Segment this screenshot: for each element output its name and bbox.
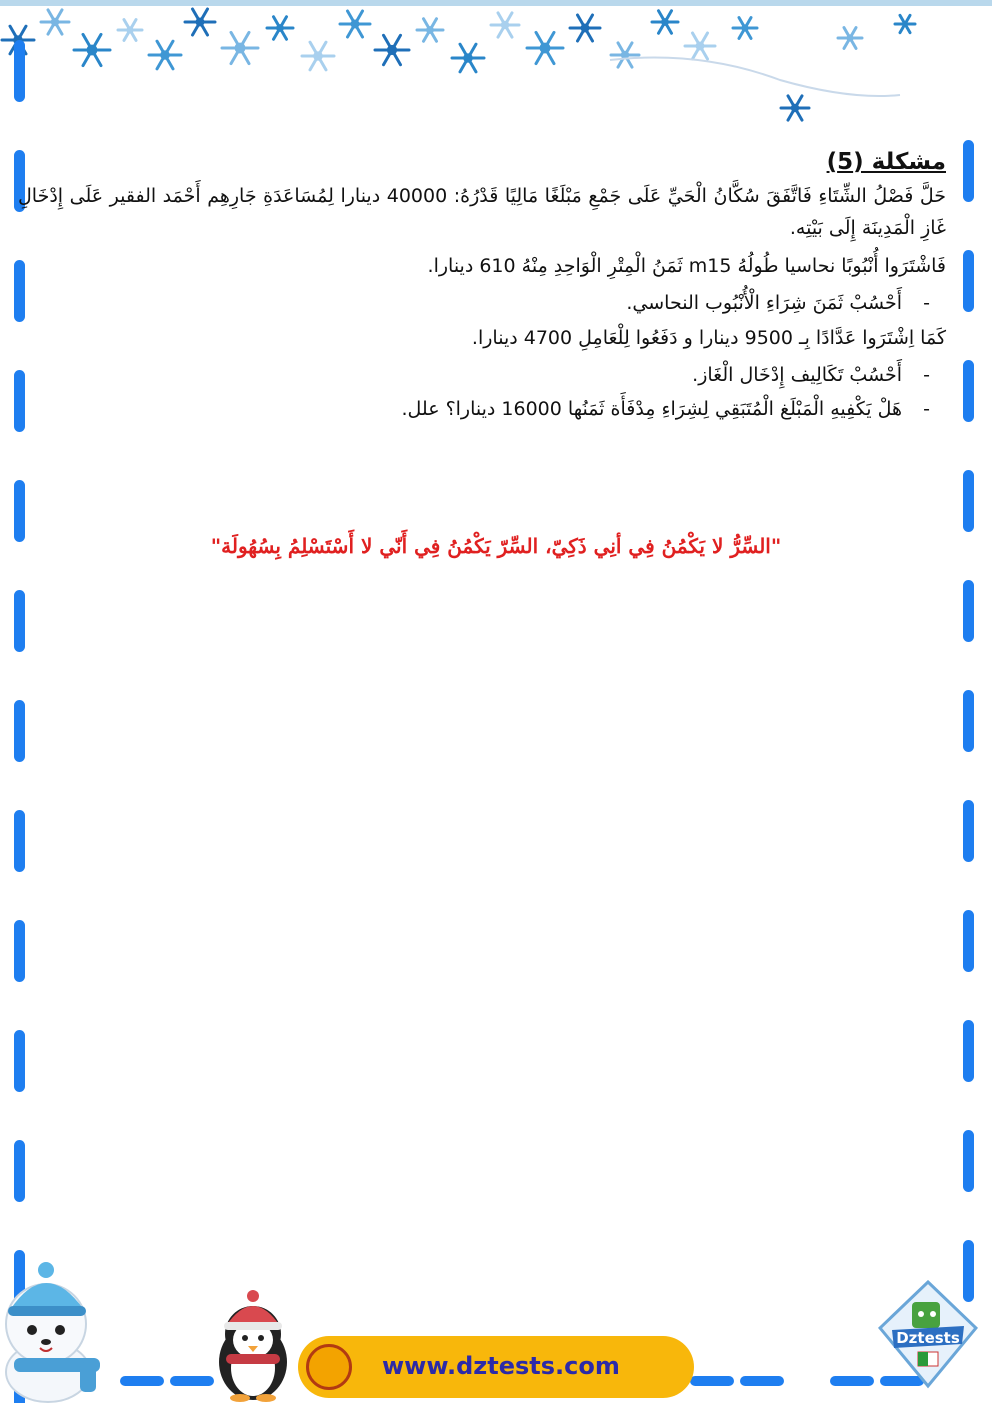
bullet-dash: - bbox=[923, 364, 930, 386]
frame-dash bbox=[14, 920, 25, 982]
snowflake-icon bbox=[222, 32, 258, 63]
question-2-text: أَحْسُبْ تَكَالِيف إِدْخَال الْغَاز. bbox=[692, 364, 902, 386]
frame-dash bbox=[963, 580, 974, 642]
snowflake-icon bbox=[570, 15, 600, 41]
snowflake-icon bbox=[452, 44, 484, 72]
snowflake-icon bbox=[685, 33, 715, 59]
frame-dash bbox=[830, 1376, 874, 1386]
frame-dash bbox=[690, 1376, 734, 1386]
snowflake-icon bbox=[267, 17, 293, 40]
bullet-dash: - bbox=[923, 292, 930, 314]
snowflake-icon bbox=[611, 43, 639, 67]
frame-dash bbox=[963, 470, 974, 532]
frame-dash bbox=[963, 690, 974, 752]
snowflake-icon bbox=[838, 28, 862, 49]
frame-dash bbox=[14, 1140, 25, 1202]
penguin-mascot-icon bbox=[210, 1290, 296, 1403]
question-3 bbox=[18, 394, 946, 424]
frame-dash bbox=[963, 910, 974, 972]
website-banner[interactable] bbox=[298, 1336, 694, 1398]
logo-text: Dztests bbox=[896, 1329, 960, 1347]
snowflake-icon bbox=[527, 32, 563, 63]
question-2 bbox=[18, 360, 946, 390]
frame-dash bbox=[14, 480, 25, 542]
frame-right-border bbox=[963, 0, 975, 1403]
frame-dash bbox=[14, 810, 25, 872]
snowflake-icon bbox=[302, 42, 334, 70]
snowflake-icon bbox=[375, 35, 409, 64]
frame-dash bbox=[963, 140, 974, 202]
frame-dash bbox=[963, 800, 974, 862]
frame-dash bbox=[963, 250, 974, 312]
snowflake-icon bbox=[733, 18, 757, 39]
snowflake-icon bbox=[185, 9, 215, 35]
motivational-quote: "السِّرُّ لا يَكْمُنُ فِي أنِي ذَكِيّ، السِّرّ يَكْمُنُ فِي أَنّي لا أَسْتَسْلِمُ بِسُهُولَة" bbox=[210, 534, 782, 558]
question-1 bbox=[18, 288, 946, 318]
problem-part-1: فَاشْتَرَوا أُنْبُوبًا نحاسيا طُولُهُ m15 ثَمَنُ الْمِتْرِ الْوَاحِدِ مِنْهُ 610 دينارا. bbox=[427, 255, 946, 277]
snowflake-icon bbox=[491, 13, 519, 37]
frame-dash bbox=[120, 1376, 164, 1386]
snowflake-icon bbox=[340, 11, 370, 37]
snowflake-icon bbox=[74, 34, 110, 65]
globe-icon bbox=[306, 1344, 352, 1390]
snowflake-garland bbox=[0, 0, 992, 130]
snowflake-icon bbox=[417, 19, 443, 42]
snowflake-icon bbox=[781, 96, 809, 120]
bullet-dash: - bbox=[923, 398, 930, 420]
question-3-text: هَلْ يَكْفِيهِ الْمَبْلَغ الْمُتَبَقِي لِشِرَاءِ مِدْفَأَة ثَمَنُها 16000 دينارا؟ علل. bbox=[401, 398, 902, 420]
snowflake-icon bbox=[895, 15, 915, 32]
website-url[interactable]: www.dztests.com bbox=[382, 1352, 620, 1380]
frame-dash bbox=[170, 1376, 214, 1386]
polar-bear-mascot-icon bbox=[0, 1262, 104, 1403]
frame-dash bbox=[963, 1020, 974, 1082]
dztests-logo bbox=[878, 1280, 978, 1390]
frame-dash bbox=[14, 40, 25, 102]
frame-dash bbox=[963, 360, 974, 422]
question-1-text: أَحْسُبْ ثَمَنَ شِرَاءِ الْأُنْبُوب النحاسي. bbox=[626, 292, 902, 314]
frame-dash bbox=[740, 1376, 784, 1386]
frame-dash bbox=[14, 590, 25, 652]
frame-dash bbox=[14, 700, 25, 762]
problem-title: مشكلة (5) bbox=[826, 149, 946, 175]
frame-dash bbox=[963, 1130, 974, 1192]
frame-dash bbox=[14, 1030, 25, 1092]
snowflake-icon bbox=[41, 10, 69, 34]
snowflake-icon bbox=[149, 41, 181, 69]
problem-part-2: كَمَا اِشْتَرَوا عَدَّادًا بِـ 9500 دينارا و دَفَعُوا لِلْعَامِلِ 4700 دينارا. bbox=[471, 327, 946, 349]
snowflake-icon bbox=[652, 11, 678, 34]
problem-content bbox=[18, 146, 946, 428]
snowflake-icon bbox=[118, 20, 142, 41]
problem-intro: حَلَّ فَصْلُ الشِّتَاءِ فَاتَّفَقَ سُكَّانُ الْحَيِّ عَلَى جَمْعِ مَبْلَغًا مَالِيًا قَدْرُهُ: 40000 دينارا لِمُسَاعَدَةِ جَارِهِم أَحْمَد الفقير عَلَى إِدْخَالِ غَازِ الْمَدِينَة إِلَى بَيْتِه. bbox=[18, 185, 947, 239]
